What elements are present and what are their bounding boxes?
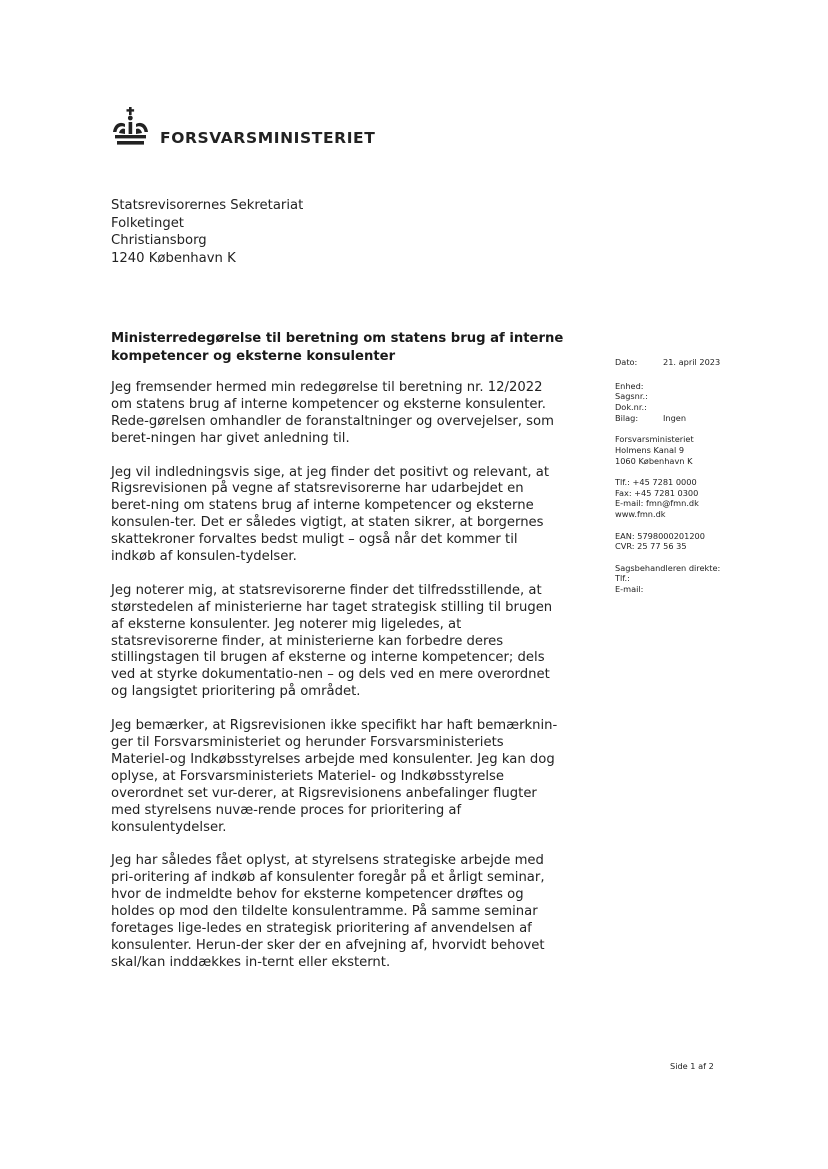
document-number-label: Dok.nr.:	[615, 402, 647, 413]
date-value: 21. april 2023	[663, 357, 721, 367]
case-number-label: Sagsnr.:	[615, 391, 648, 402]
title-line: Ministerredegørelse til beretning om statens brug af interne	[111, 331, 564, 346]
address-line: 1240 København K	[111, 250, 236, 266]
letter-body	[111, 380, 563, 989]
fax-line: Fax: +45 7281 0300	[615, 487, 699, 498]
body-paragraph: Jeg vil indledningsvis sige, at jeg finder det positivt og relevant, at Rigsrevisionen på vegne af statsrevisorerne har udarbejdet en beret-ning om statens brug af interne kompetencer og eksterne konsulen-ter. Det er således vigtigt, at staten sikrer, at borgernes skattekroner forvaltes bedst muligt – også når det kommer til indkøb af konsulen-tydelser.	[111, 464, 550, 565]
page-number: Side 1 af 2	[670, 1061, 714, 1071]
org-line: Forsvarsministeriet	[615, 434, 694, 445]
body-paragraph: Jeg har således fået oplyst, at styrelsens strategiske arbejde med pri-oritering af indkøb af konsulenter foregår på et årligt seminar, hvor de indmeldte behov for eksterne kompetencer drøftes og holdes op mod den tildelte konsulentramme. På samme seminar foretages lige-ledes en strategisk prioritering af anvendelsen af konsulenter. Herun-der sker der en afvejning af, hvorvidt behovet skal/kan inddækkes in-ternt eller eksternt.	[111, 853, 545, 970]
unit-label: Enhed:	[615, 380, 644, 391]
body-paragraph: Jeg bemærker, at Rigsrevisionen ikke specifikt har haft bemærknin-ger til Forsvarsministeriet og herunder Forsvarsministeriets Materiel-og Indkøbsstyrelses arbejde med konsulenter. Jeg kan dog oplyse, at Forsvarsministeriets Materiel- og Indkøbsstyrelse overordnet set vur-derer, at Rigsrevisionens anbefalinger flugter med styrelsens nuvæ-rende proces for prioritering af konsulentydelser.	[111, 718, 558, 835]
handler-phone: Tlf.:	[615, 573, 630, 584]
recipient-address	[111, 197, 303, 267]
attachments-value: Ingen	[663, 412, 687, 423]
handler-heading: Sagsbehandleren direkte:	[615, 562, 721, 573]
website-line: www.fmn.dk	[615, 509, 666, 520]
org-line: Holmens Kanal 9	[615, 444, 685, 455]
cvr-line: CVR: 25 77 56 35	[615, 541, 687, 552]
body-paragraph: Jeg noterer mig, at statsrevisorerne finder det tilfredsstillende, at størstedelen af ministerierne har taget strategisk stilling til brugen af eksterne konsulenter. Jeg noterer mig ligeledes, at statsrevisorerne finder, at ministerierne kan forbedre deres stillingstagen til brugen af eksterne og interne kompetencer; dels ved at styrke dokumentatio-nen – og dels ved en mere overordnet og langsigtet prioritering på området.	[111, 582, 553, 700]
body-paragraph: Jeg fremsender hermed min redegørelse til beretning nr. 12/2022 om statens brug af interne kompetencer og eksterne konsulenter. Rede-gørelsen omhandler de foranstaltninger og overvejelser, som beret-ningen har givet anledning til.	[111, 380, 554, 446]
crown-icon	[110, 106, 152, 148]
date-label: Dato:	[615, 357, 638, 367]
address-line: Christiansborg	[111, 233, 207, 249]
letter-metadata	[615, 357, 765, 605]
email-line: E-mail: fmn@fmn.dk	[615, 498, 699, 509]
org-line: 1060 København K	[615, 455, 693, 466]
letter-title	[111, 330, 571, 365]
address-line: Statsrevisorernes Sekretariat	[111, 198, 304, 213]
handler-email: E-mail:	[615, 584, 644, 594]
ministry-logo	[110, 106, 375, 148]
logo-text: FORSVARSMINISTERIET	[160, 129, 376, 147]
address-line: Folketinget	[111, 215, 184, 231]
attachments-label: Bilag:	[615, 412, 639, 423]
title-line: kompetencer og eksterne konsulenter	[111, 348, 396, 364]
ean-line: EAN: 5798000201200	[615, 530, 705, 541]
phone-line: Tlf.: +45 7281 0000	[615, 477, 697, 487]
